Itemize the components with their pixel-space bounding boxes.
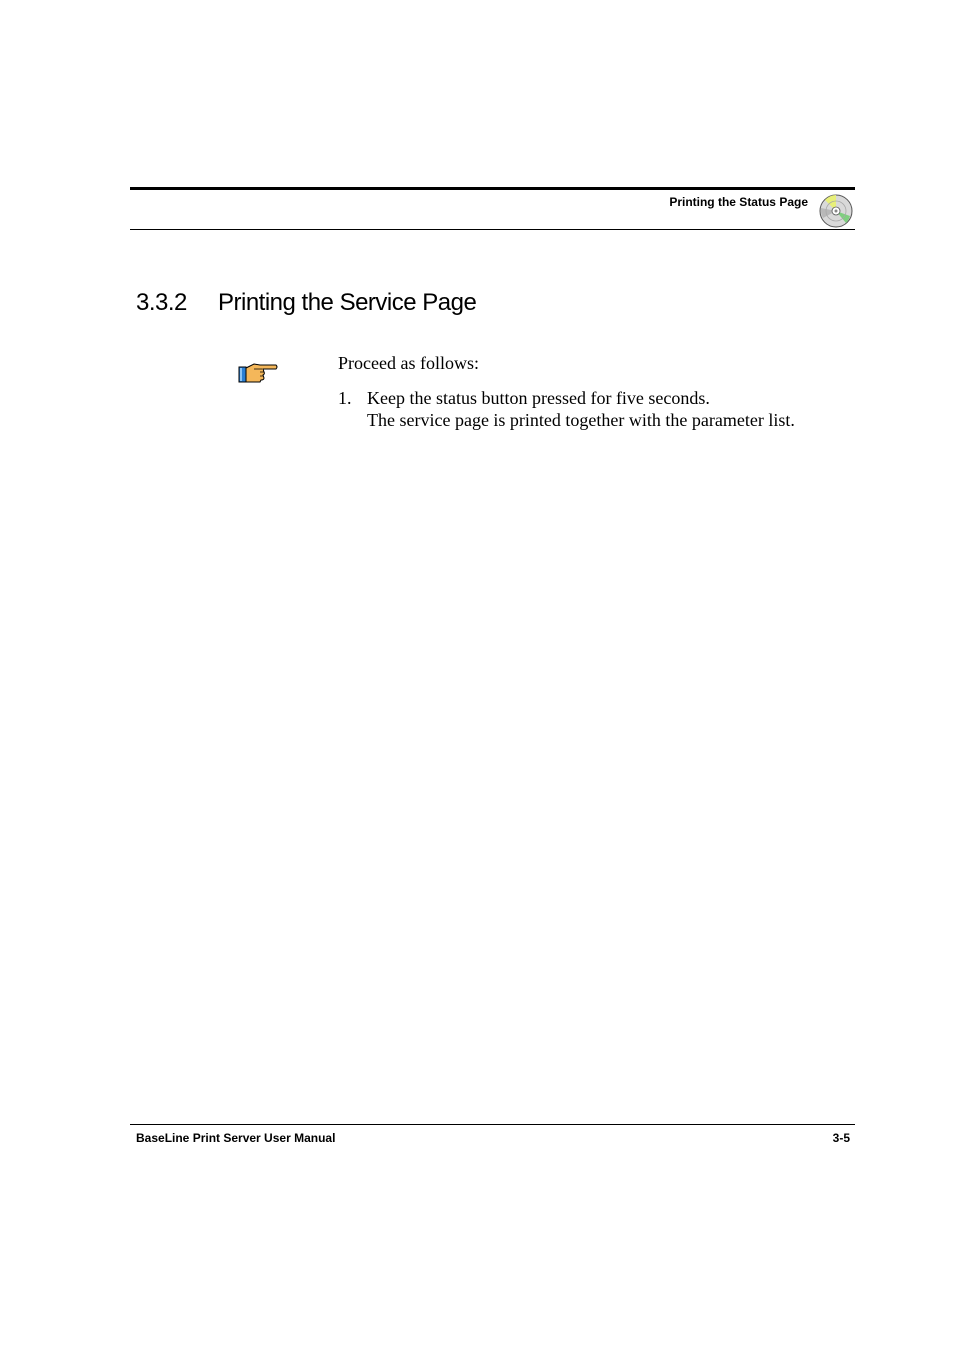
section-number: 3.3.2 xyxy=(136,289,187,316)
running-header-title: Printing the Status Page xyxy=(669,195,808,209)
cd-disc-icon xyxy=(819,194,853,228)
step-number: 1. xyxy=(338,388,352,408)
procedure-steps xyxy=(338,387,795,431)
step-body xyxy=(367,387,795,431)
footer-page-number: 3-5 xyxy=(832,1131,850,1145)
section-title: Printing the Service Page xyxy=(218,289,477,316)
procedure-intro: Proceed as follows: xyxy=(338,353,479,373)
footer-rule xyxy=(130,1124,855,1125)
header-rule-thin xyxy=(130,229,855,230)
step-result: The service page is printed together with the parameter list. xyxy=(367,410,795,430)
list-item xyxy=(338,387,795,431)
section-heading xyxy=(136,289,476,317)
step-instruction: Keep the status button pressed for five seconds. xyxy=(367,388,710,408)
pointing-hand-icon xyxy=(238,360,278,384)
header-rule-thick xyxy=(130,187,855,190)
footer-manual-title: BaseLine Print Server User Manual xyxy=(136,1131,336,1145)
